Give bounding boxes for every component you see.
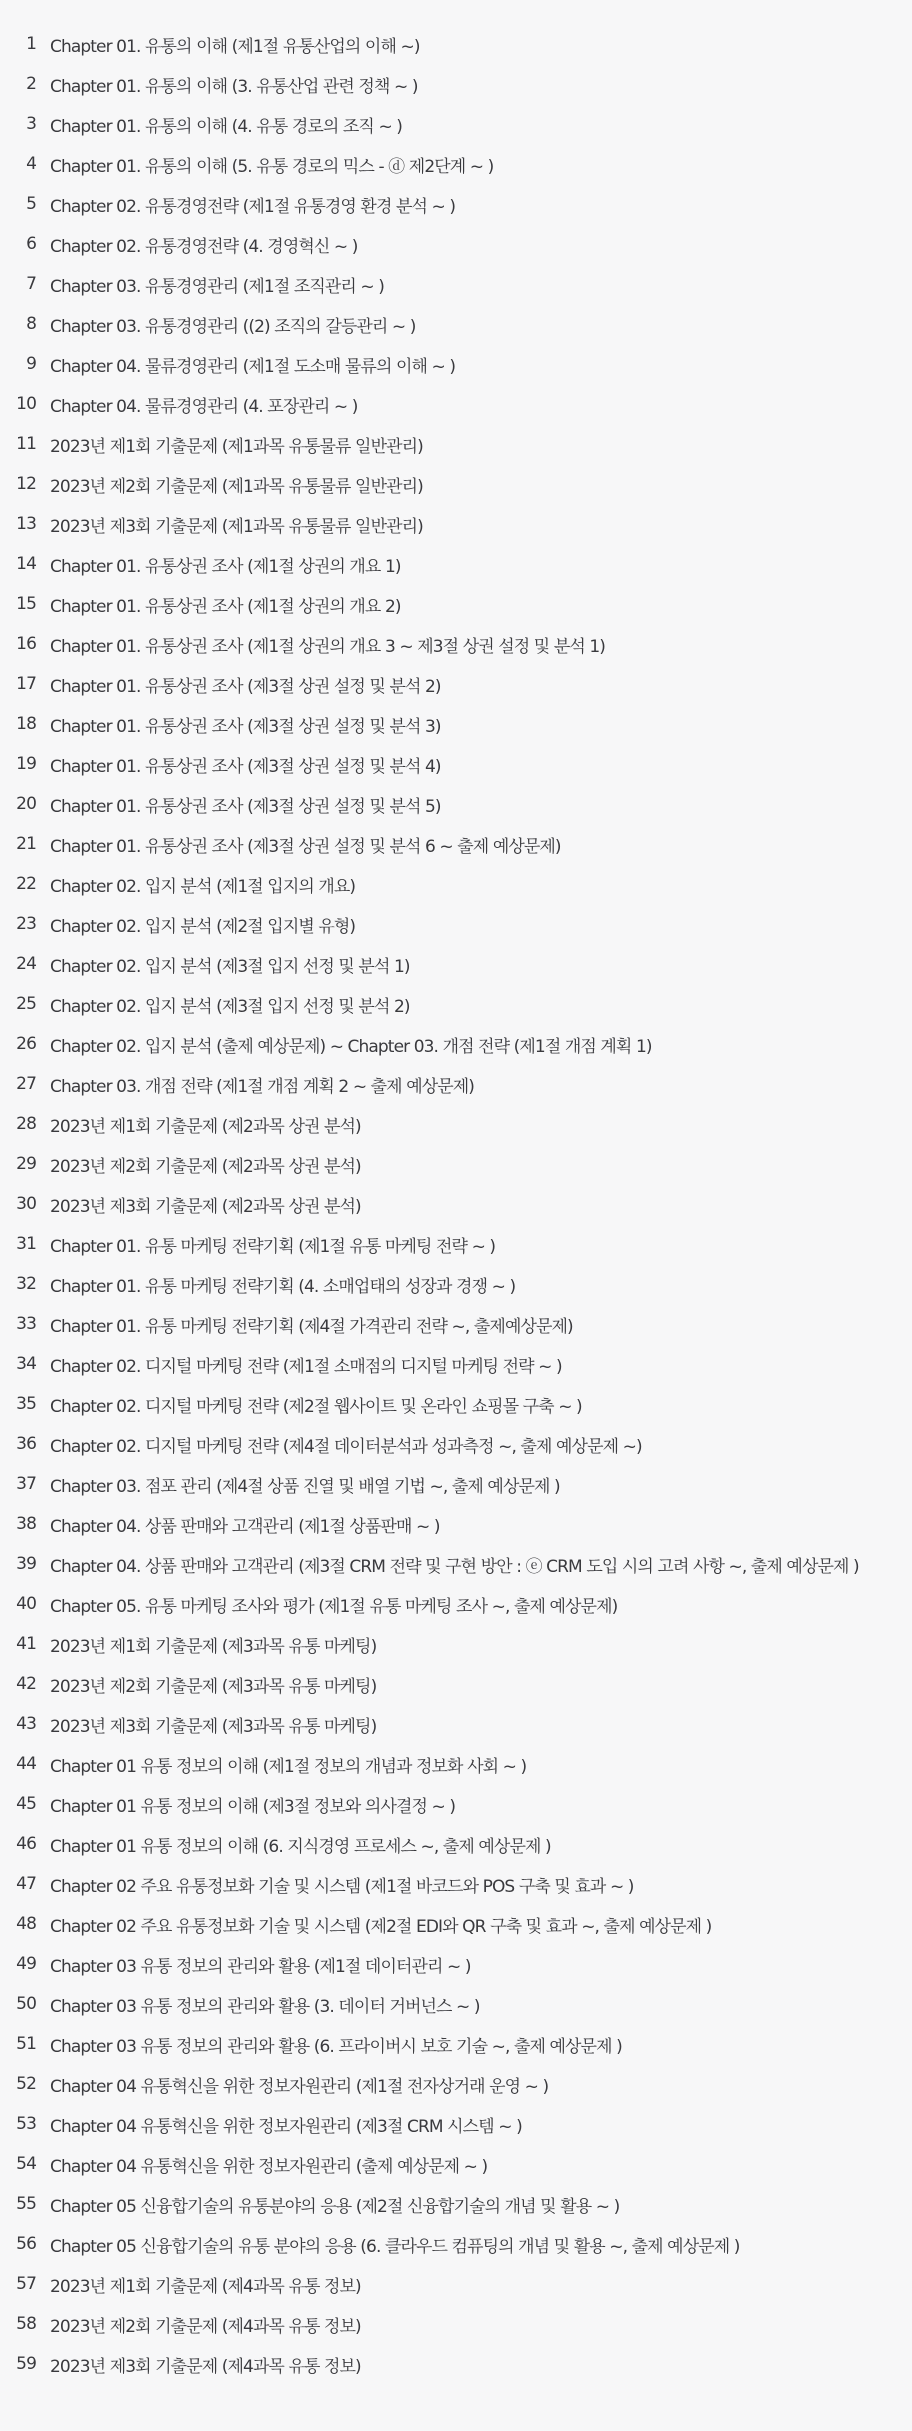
lecture-number: 56 [16,2234,36,2254]
lecture-number: 8 [26,314,36,334]
lecture-title: Chapter 01. 유통의 이해 (제1절 유통산업의 이해 ~) [50,36,420,57]
lecture-row[interactable] [0,1984,912,2024]
lecture-row[interactable] [0,1264,912,1304]
lecture-title: Chapter 01. 유통의 이해 (5. 유통 경로의 믹스 - ⓓ 제2단계 ~ ) [50,156,494,177]
lecture-row[interactable] [0,144,912,184]
lecture-number: 30 [16,1194,36,1214]
lecture-number: 36 [16,1434,36,1454]
lecture-title: Chapter 02. 입지 분석 (제3절 입지 선정 및 분석 2) [50,996,410,1017]
lecture-title: 2023년 제3회 기출문제 (제3과목 유통 마케팅) [50,1716,377,1737]
lecture-number: 57 [16,2274,36,2294]
lecture-row[interactable] [0,224,912,264]
lecture-number: 58 [16,2314,36,2334]
lecture-row[interactable] [0,704,912,744]
lecture-title: 2023년 제3회 기출문제 (제1과목 유통물류 일반관리) [50,516,423,537]
lecture-number: 23 [16,914,36,934]
lecture-title: Chapter 05 신융합기술의 유통 분야의 응용 (6. 클라우드 컴퓨팅의 개념 및 활용 ~, 출제 예상문제 ) [50,2236,740,2257]
lecture-number: 50 [16,1994,36,2014]
lecture-number: 18 [16,714,36,734]
lecture-number: 52 [16,2074,36,2094]
lecture-number: 55 [16,2194,36,2214]
lecture-number: 3 [26,114,36,134]
lecture-title: Chapter 01. 유통상권 조사 (제3절 상권 설정 및 분석 5) [50,796,441,817]
lecture-row[interactable] [0,1824,912,1864]
lecture-title: Chapter 01. 유통상권 조사 (제3절 상권 설정 및 분석 3) [50,716,441,737]
lecture-number: 47 [16,1874,36,1894]
lecture-title: 2023년 제2회 기출문제 (제2과목 상권 분석) [50,1156,361,1177]
lecture-number: 39 [16,1554,36,1574]
lecture-row[interactable] [0,2024,912,2064]
lecture-title: Chapter 01 유통 정보의 이해 (6. 지식경영 프로세스 ~, 출제 예상문제 ) [50,1836,551,1857]
lecture-row[interactable] [0,304,912,344]
lecture-row[interactable] [0,584,912,624]
lecture-title: 2023년 제1회 기출문제 (제3과목 유통 마케팅) [50,1636,377,1657]
lecture-number: 6 [26,234,36,254]
lecture-row[interactable] [0,1704,912,1744]
lecture-row[interactable] [0,2104,912,2144]
lecture-row[interactable] [0,784,912,824]
lecture-number: 48 [16,1914,36,1934]
lecture-row[interactable] [0,344,912,384]
lecture-title: Chapter 03. 점포 관리 (제4절 상품 진열 및 배열 기법 ~, 출제 예상문제 ) [50,1476,560,1497]
lecture-row[interactable] [0,1184,912,1224]
lecture-row[interactable] [0,1584,912,1624]
lecture-row[interactable] [0,1224,912,1264]
lecture-row[interactable] [0,1904,912,1944]
lecture-title: Chapter 01. 유통상권 조사 (제3절 상권 설정 및 분석 6 ~ 출제 예상문제) [50,836,561,857]
lecture-title: Chapter 03. 유통경영관리 (제1절 조직관리 ~ ) [50,276,385,297]
lecture-number: 34 [16,1354,36,1374]
lecture-number: 14 [16,554,36,574]
lecture-row[interactable] [0,104,912,144]
lecture-number: 10 [16,394,36,414]
lecture-row[interactable] [0,1424,912,1464]
lecture-number: 46 [16,1834,36,1854]
lecture-number: 44 [16,1754,36,1774]
lecture-row[interactable] [0,1784,912,1824]
lecture-title: Chapter 01 유통 정보의 이해 (제1절 정보의 개념과 정보화 사회 ~ ) [50,1756,527,1777]
lecture-title: Chapter 04. 상품 판매와 고객관리 (제3절 CRM 전략 및 구현 방안 : ⓔ CRM 도입 시의 고려 사항 ~, 출제 예상문제 ) [50,1556,859,1577]
lecture-row[interactable] [0,1624,912,1664]
lecture-title: Chapter 01. 유통상권 조사 (제3절 상권 설정 및 분석 2) [50,676,441,697]
lecture-number: 13 [16,514,36,534]
lecture-number: 9 [26,354,36,374]
lecture-row[interactable] [0,2344,912,2384]
lecture-number: 29 [16,1154,36,1174]
lecture-row[interactable] [0,24,912,64]
lecture-title: Chapter 01. 유통의 이해 (4. 유통 경로의 조직 ~ ) [50,116,403,137]
lecture-number: 2 [26,74,36,94]
lecture-title: Chapter 04 유통혁신을 위한 정보자원관리 (제3절 CRM 시스템 ~ ) [50,2116,522,2137]
lecture-number: 15 [16,594,36,614]
lecture-number: 43 [16,1714,36,1734]
lecture-title: Chapter 02. 유통경영전략 (제1절 유통경영 환경 분석 ~ ) [50,196,456,217]
lecture-number: 7 [26,274,36,294]
lecture-title: Chapter 04 유통혁신을 위한 정보자원관리 (제1절 전자상거래 운영 ~ ) [50,2076,549,2097]
lecture-title: Chapter 02. 입지 분석 (제3절 입지 선정 및 분석 1) [50,956,410,977]
lecture-row[interactable] [0,544,912,584]
lecture-title: 2023년 제3회 기출문제 (제4과목 유통 정보) [50,2356,361,2377]
lecture-row[interactable] [0,184,912,224]
lecture-number: 24 [16,954,36,974]
lecture-title: Chapter 04. 물류경영관리 (4. 포장관리 ~ ) [50,396,358,417]
lecture-number: 27 [16,1074,36,1094]
lecture-number: 33 [16,1314,36,1334]
lecture-row[interactable] [0,664,912,704]
lecture-number: 40 [16,1594,36,1614]
lecture-number: 41 [16,1634,36,1654]
lecture-row[interactable] [0,1304,912,1344]
lecture-title: 2023년 제2회 기출문제 (제3과목 유통 마케팅) [50,1676,377,1697]
lecture-number: 1 [26,34,36,54]
lecture-number: 16 [16,634,36,654]
lecture-row[interactable] [0,2304,912,2344]
lecture-row[interactable] [0,1864,912,1904]
lecture-row[interactable] [0,904,912,944]
lecture-row[interactable] [0,2144,912,2184]
lecture-row[interactable] [0,1024,912,1064]
lecture-row[interactable] [0,984,912,1024]
lecture-number: 19 [16,754,36,774]
lecture-title: Chapter 03 유통 정보의 관리와 활용 (6. 프라이버시 보호 기술 ~, 출제 예상문제 ) [50,2036,622,2057]
lecture-title: Chapter 03 유통 정보의 관리와 활용 (제1절 데이터관리 ~ ) [50,1956,471,1977]
lecture-row[interactable] [0,1504,912,1544]
lecture-row[interactable] [0,384,912,424]
lecture-number: 42 [16,1674,36,1694]
lecture-row[interactable] [0,264,912,304]
lecture-number: 22 [16,874,36,894]
lecture-title: Chapter 01. 유통 마케팅 전략기획 (제4절 가격관리 전략 ~, 출제예상문제) [50,1316,573,1337]
lecture-row[interactable] [0,2264,912,2304]
lecture-number: 49 [16,1954,36,1974]
lecture-number: 4 [26,154,36,174]
lecture-number: 38 [16,1514,36,1534]
lecture-row[interactable] [0,2224,912,2264]
lecture-title: Chapter 05. 유통 마케팅 조사와 평가 (제1절 유통 마케팅 조사 ~, 출제 예상문제) [50,1596,618,1617]
lecture-row[interactable] [0,424,912,464]
lecture-title: Chapter 02. 유통경영전략 (4. 경영혁신 ~ ) [50,236,358,257]
lecture-title: Chapter 02 주요 유통정보화 기술 및 시스템 (제2절 EDI와 QR 구축 및 효과 ~, 출제 예상문제 ) [50,1916,712,1937]
lecture-title: 2023년 제2회 기출문제 (제4과목 유통 정보) [50,2316,361,2337]
lecture-row[interactable] [0,1064,912,1104]
lecture-number: 32 [16,1274,36,1294]
lecture-number: 28 [16,1114,36,1134]
lecture-row[interactable] [0,464,912,504]
lecture-number: 51 [16,2034,36,2054]
lecture-number: 45 [16,1794,36,1814]
lecture-row[interactable] [0,1464,912,1504]
lecture-row[interactable] [0,1344,912,1384]
lecture-title: Chapter 01. 유통상권 조사 (제1절 상권의 개요 1) [50,556,401,577]
lecture-title: Chapter 03 유통 정보의 관리와 활용 (3. 데이터 거버넌스 ~ ) [50,1996,480,2017]
lecture-number: 26 [16,1034,36,1054]
lecture-title: Chapter 01. 유통상권 조사 (제3절 상권 설정 및 분석 4) [50,756,441,777]
lecture-title: Chapter 01. 유통 마케팅 전략기획 (4. 소매업태의 성장과 경쟁 ~ ) [50,1276,516,1297]
lecture-title: Chapter 01. 유통 마케팅 전략기획 (제1절 유통 마케팅 전략 ~ ) [50,1236,496,1257]
lecture-number: 11 [16,434,36,454]
lecture-row[interactable] [0,864,912,904]
lecture-title: 2023년 제2회 기출문제 (제1과목 유통물류 일반관리) [50,476,423,497]
lecture-title: Chapter 05 신융합기술의 유통분야의 응용 (제2절 신융합기술의 개념 및 활용 ~ ) [50,2196,620,2217]
lecture-title: Chapter 02. 디지털 마케팅 전략 (제1절 소매점의 디지털 마케팅 전략 ~ ) [50,1356,562,1377]
lecture-row[interactable] [0,744,912,784]
lecture-number: 25 [16,994,36,1014]
lecture-title: Chapter 01. 유통상권 조사 (제1절 상권의 개요 2) [50,596,401,617]
lecture-title: Chapter 04 유통혁신을 위한 정보자원관리 (출제 예상문제 ~ ) [50,2156,488,2177]
lecture-row[interactable] [0,2184,912,2224]
lecture-row[interactable] [0,1144,912,1184]
lecture-title: Chapter 01. 유통의 이해 (3. 유통산업 관련 정책 ~ ) [50,76,418,97]
lecture-title: Chapter 02. 디지털 마케팅 전략 (제2절 웹사이트 및 온라인 쇼핑몰 구축 ~ ) [50,1396,582,1417]
lecture-row[interactable] [0,2064,912,2104]
lecture-title: Chapter 02. 입지 분석 (제2절 입지별 유형) [50,916,356,937]
lecture-row[interactable] [0,1944,912,1984]
lecture-row[interactable] [0,1544,912,1584]
lecture-row[interactable] [0,624,912,664]
lecture-title: Chapter 04. 물류경영관리 (제1절 도소매 물류의 이해 ~ ) [50,356,456,377]
lecture-title: Chapter 03. 유통경영관리 ((2) 조직의 갈등관리 ~ ) [50,316,416,337]
lecture-number: 35 [16,1394,36,1414]
lecture-title: Chapter 01. 유통상권 조사 (제1절 상권의 개요 3 ~ 제3절 상권 설정 및 분석 1) [50,636,606,657]
lecture-title: 2023년 제3회 기출문제 (제2과목 상권 분석) [50,1196,361,1217]
lecture-title: Chapter 02 주요 유통정보화 기술 및 시스템 (제1절 바코드와 POS 구축 및 효과 ~ ) [50,1876,634,1897]
lecture-number: 12 [16,474,36,494]
lecture-title: Chapter 02. 디지털 마케팅 전략 (제4절 데이터분석과 성과측정 ~, 출제 예상문제 ~) [50,1436,642,1457]
lecture-title: 2023년 제1회 기출문제 (제4과목 유통 정보) [50,2276,361,2297]
lecture-number: 5 [26,194,36,214]
lecture-title: Chapter 03. 개점 전략 (제1절 개점 계획 2 ~ 출제 예상문제) [50,1076,475,1097]
lecture-row[interactable] [0,824,912,864]
lecture-row[interactable] [0,1384,912,1424]
lecture-title: Chapter 01 유통 정보의 이해 (제3절 정보와 의사결정 ~ ) [50,1796,456,1817]
lecture-row[interactable] [0,504,912,544]
lecture-row[interactable] [0,64,912,104]
lecture-number: 54 [16,2154,36,2174]
lecture-number: 21 [16,834,36,854]
lecture-number: 17 [16,674,36,694]
lecture-number: 31 [16,1234,36,1254]
lecture-number: 59 [16,2354,36,2374]
lecture-row[interactable] [0,1104,912,1144]
lecture-row[interactable] [0,1744,912,1784]
lecture-number: 37 [16,1474,36,1494]
lecture-row[interactable] [0,1664,912,1704]
lecture-title: Chapter 02. 입지 분석 (출제 예상문제) ~ Chapter 03. 개점 전략 (제1절 개점 계획 1) [50,1036,652,1057]
lecture-title: Chapter 02. 입지 분석 (제1절 입지의 개요) [50,876,356,897]
lecture-number: 20 [16,794,36,814]
lecture-title: Chapter 04. 상품 판매와 고객관리 (제1절 상품판매 ~ ) [50,1516,440,1537]
lecture-title: 2023년 제1회 기출문제 (제2과목 상권 분석) [50,1116,361,1137]
lecture-title: 2023년 제1회 기출문제 (제1과목 유통물류 일반관리) [50,436,423,457]
lecture-number: 53 [16,2114,36,2134]
lecture-row[interactable] [0,944,912,984]
